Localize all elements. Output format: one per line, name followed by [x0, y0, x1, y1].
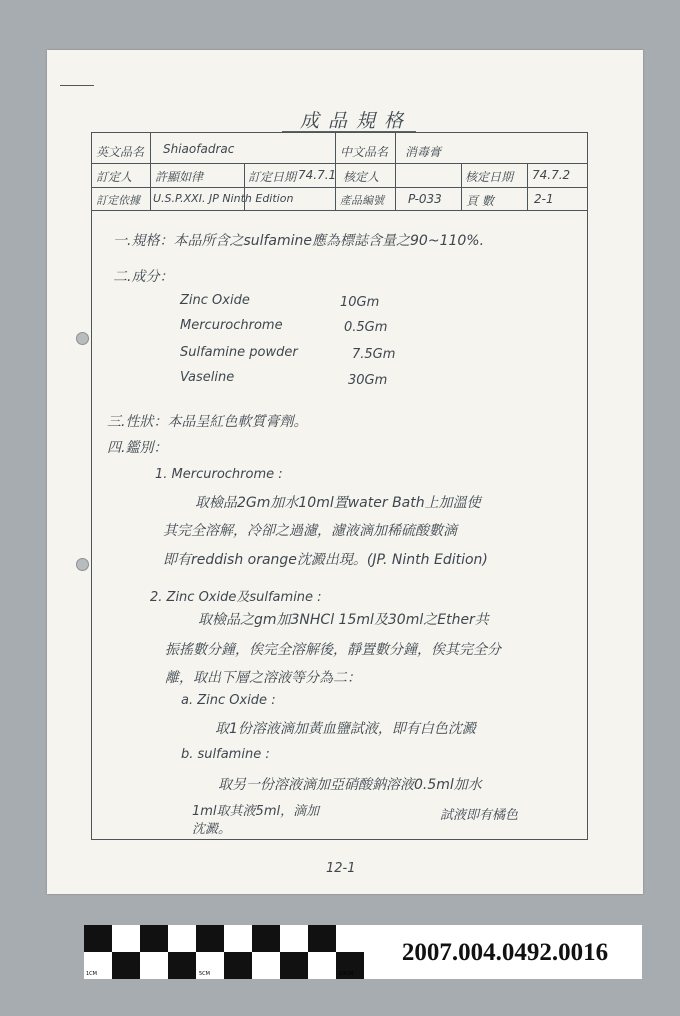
- ingredient-name: Vaseline: [180, 370, 235, 385]
- table-row-divider: [91, 163, 588, 164]
- scale-label: 1CM: [86, 971, 97, 977]
- test2-line: 離，取出下層之溶液等分為二：: [165, 670, 361, 686]
- test1-line: 其完全溶解，冷卻之過濾，濾液滴加稀硫酸數滴: [163, 523, 457, 539]
- ingredient-amount: 0.5Gm: [344, 320, 388, 335]
- test2-line: 取檢品之gm加3NHCl 15ml及30ml之Ether共: [198, 612, 489, 628]
- measurement-scale: [84, 925, 368, 979]
- test2-heading: 2. Zinc Oxide及sulfamine :: [150, 590, 322, 605]
- test1-line: 取檢品2Gm加水10ml置water Bath上加溫使: [195, 495, 481, 511]
- pencil-mark: [60, 85, 94, 86]
- test2b-line: 1ml取其液5ml，滴加: [192, 804, 320, 819]
- item-no-label: 產品編號: [340, 194, 384, 207]
- test2a-heading: a. Zinc Oxide :: [181, 693, 276, 708]
- test2b-line: 取另一份溶液滴加亞硝酸鈉溶液0.5ml加水: [218, 777, 482, 793]
- approve-date-label: 核定日期: [465, 170, 514, 184]
- approve-date-value: 74.7.2: [532, 168, 571, 182]
- test2b-line: 沈澱。: [192, 822, 232, 837]
- identification-heading: 四.鑑別：: [107, 440, 168, 456]
- spec-section: 一.規格：本品所含之sulfamine應為標誌含量之90~110%.: [113, 233, 485, 249]
- basis-value: U.S.P.XXI. JP Ninth Edition: [153, 192, 294, 205]
- zh-name-label: 中文品名: [340, 145, 389, 159]
- date-value: 74.7.1: [298, 168, 337, 182]
- scale-label: 5CM: [199, 971, 210, 977]
- author-label: 訂定人: [96, 170, 133, 184]
- accession-number: 2007.004.0492.0016: [368, 925, 642, 979]
- table-row-divider: [91, 187, 588, 188]
- author-value: 許顯如律: [155, 170, 204, 184]
- page-value: 2-1: [534, 192, 554, 206]
- punch-hole-icon: [76, 332, 89, 345]
- page-number: 12-1: [326, 861, 356, 876]
- ingredient-amount: 7.5Gm: [352, 347, 396, 362]
- item-no-value: P-033: [408, 192, 442, 206]
- test2b-heading: b. sulfamine :: [181, 747, 270, 762]
- ingredient-amount: 30Gm: [348, 373, 388, 388]
- page-label: 頁 數: [466, 194, 494, 208]
- basis-label: 訂定依據: [96, 194, 140, 207]
- test1-heading: 1. Mercurochrome :: [155, 467, 283, 482]
- en-name-label: 英文品名: [96, 145, 145, 159]
- zh-name-value: 消毒膏: [405, 145, 442, 159]
- scale-label: 10CM: [339, 971, 354, 977]
- punch-hole-icon: [76, 558, 89, 571]
- en-name-value: Shiaofadrac: [163, 142, 235, 156]
- ingredient-name: Sulfamine powder: [180, 345, 298, 360]
- document-title: 成品規格: [300, 110, 413, 132]
- test1-line: 即有reddish orange沈澱出現。(JP. Ninth Edition): [163, 552, 488, 568]
- ingredient-name: Mercurochrome: [180, 318, 283, 333]
- appearance-section: 三.性狀：本品呈紅色軟質膏劑。: [107, 414, 308, 430]
- approver-label: 核定人: [343, 170, 380, 184]
- test2-line: 振搖數分鐘，俟完全溶解後，靜置數分鐘，俟其完全分: [165, 642, 501, 658]
- test2b-tail: 試液即有橘色: [440, 808, 519, 823]
- ingredient-amount: 10Gm: [340, 295, 380, 310]
- ingredient-name: Zinc Oxide: [180, 293, 250, 308]
- date-label: 訂定日期: [248, 170, 297, 184]
- test2a-line: 取1份溶液滴加黃血鹽試液，即有白色沈澱: [215, 721, 476, 737]
- composition-heading: 二.成分：: [113, 269, 174, 285]
- table-row-divider: [91, 210, 588, 211]
